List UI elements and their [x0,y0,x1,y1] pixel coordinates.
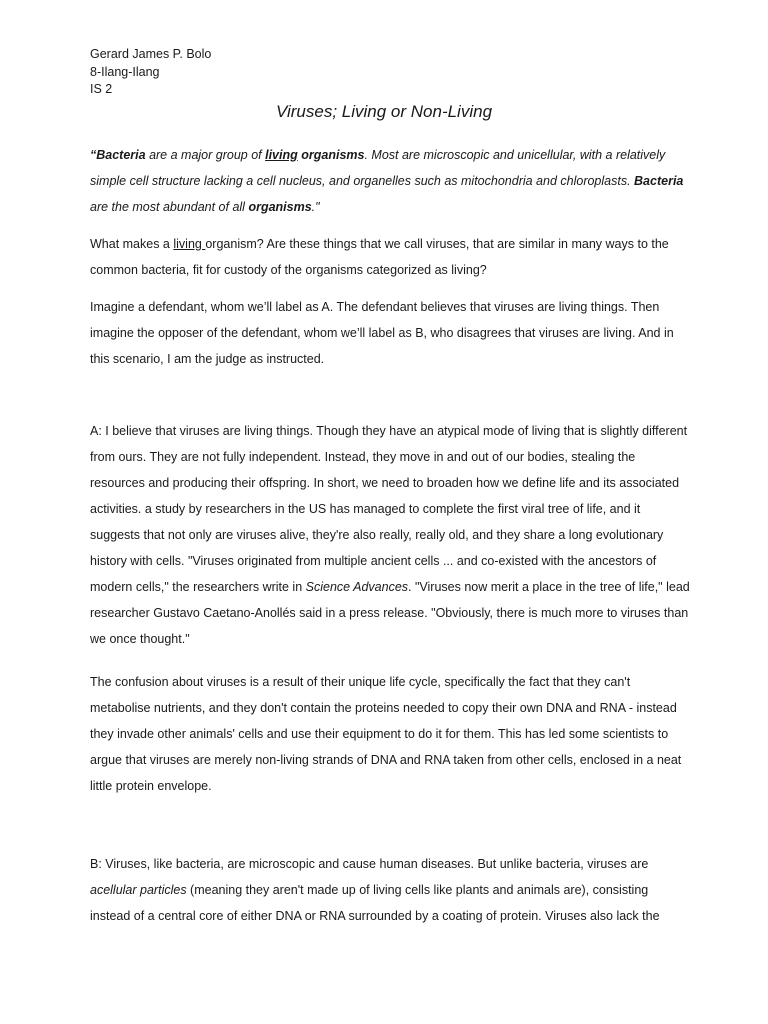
underlined-living: living [173,237,206,251]
quote-term-bacteria: Bacteria [96,148,146,162]
term-acellular-particles: acellular particles [90,883,187,897]
quote-text: ." [311,200,320,214]
paragraph-argument-a: A: I believe that viruses are living things. Though they have an atypical mode of living that is slightly different from ours. They are not fully independent. Instead, they move in and out of our bodies, stealing the resources and producing their offspring. In short, we need to broaden how we define life and its associated activities. a study by researchers in the US has managed to complete the first viral tree of life, and it suggests that not only are viruses alive, they're also really, really old, and they share a long evolutionary history with cells. "Viruses originated from multiple ancient cells ... and co-existed with the ancestors of modern cells," the researchers write in Science Advances. "Viruses now merit a place in the tree of life," lead researcher Gustavo Caetano-Anollés said in a press release. "Obviously, there is much more to viruses than we once thought." [90,424,690,646]
quote-term-bacteria: Bacteria [634,174,684,188]
essay-title: Viruses; Living or Non-Living [275,102,493,121]
author-name: Gerard James P. Bolo [90,47,212,61]
paragraph-question: What makes a living organism? Are these things that we call viruses, that are similar in many ways to the common bacteria, fit for custody of the organisms categorized as living? [90,237,669,277]
quote-text: are the most abundant of all [90,200,249,214]
quote-term-organisms: organisms [248,200,312,214]
opening-quote [90,142,690,220]
paragraph-argument-b: B: Viruses, like bacteria, are microscopic and cause human diseases. But unlike bacteria, viruses are acellular particles (meaning they aren't made up of living cells like plants and animals are), consisting instead of a central core of either DNA or RNA surrounded by a coating of protein. Viruses also lack the [90,857,660,923]
class-section: 8-Ilang-Ilang [90,64,160,79]
quote-text: . Most are microscopic and unicellular, with a relatively simple cell structure lacking a cell nucleus, and organelles such as mitochondria and chloroplasts. [90,148,666,188]
journal-name: Science Advances [305,580,409,594]
student-header [90,46,211,99]
quote-paragraph [90,142,690,220]
subject-code: IS 2 [90,82,113,96]
paragraph-confusion: The confusion about viruses is a result of their unique life cycle, specifically the fact that they can't metabolise nutrients, and they don't contain the proteins needed to copy their own DNA and RNA - instead they invade other animals' cells and use their equipment to do it for them. This has led some scientists to argue that viruses are merely non-living strands of DNA and RNA taken from other cells, enclosed in a neat little protein envelope. [90,675,682,793]
paragraph-scenario: Imagine a defendant, whom we’ll label as A. The defendant believes that viruses are living things. Then imagine the opposer of the defendant, whom we’ll label as B, who disagrees that viruses are living. And in this scenario, I am the judge as instructed. [90,300,674,366]
quote-term-living: living [265,148,298,162]
quote-term-organisms: organisms [301,148,365,162]
quote-open-mark: “ [90,148,97,162]
quote-text: are a major group of [145,148,266,162]
